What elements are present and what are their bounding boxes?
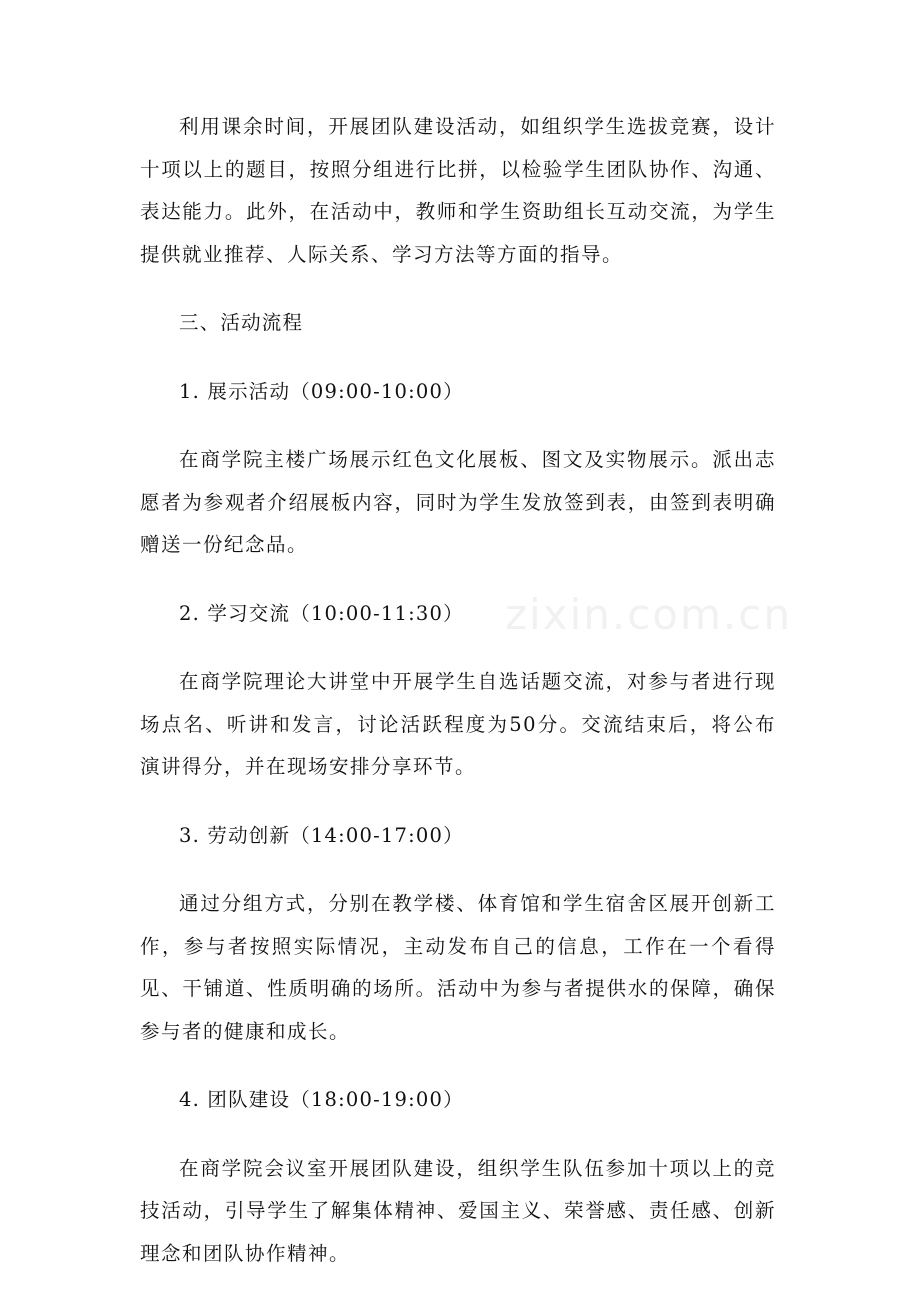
document-body (140, 106, 776, 1275)
step-heading-2: 2. 学习交流（10:00-11:30） (179, 601, 464, 625)
section-heading-activity-process: 三、活动流程 (179, 311, 304, 334)
watermark: zixin.com.cn (505, 590, 792, 639)
step-heading-4: 4. 团队建设（18:00-19:00） (179, 1088, 464, 1111)
step-heading-1: 1. 展示活动（09:00-10:00） (179, 379, 464, 403)
paragraph-step-2: 在商学院理论大讲堂中开展学生自选话题交流，对参与者进行现场点名、听讲和发言，讨论活跃程度为50分。交流结束后，将公布演讲得分，并在现场安排分享环节。 (140, 670, 776, 778)
paragraph-step-1: 在商学院主楼广场展示红色文化展板、图文及实物展示。派出志愿者为参观者介绍展板内容，同时为学生发放签到表，由签到表明确赠送一份纪念品。 (140, 448, 776, 556)
step-heading-3: 3. 劳动创新（14:00-17:00） (179, 823, 464, 847)
paragraph-team-building-intro: 利用课余时间，开展团队建设活动，如组织学生选拔竞赛，设计十项以上的题目，按照分组进行比拼，以检验学生团队协作、沟通、表达能力。此外，在活动中，教师和学生资助组长互动交流，为学生提供就业推荐、人际关系、学习方法等方面的指导。 (140, 115, 776, 266)
paragraph-step-4: 在商学院会议室开展团队建设，组织学生队伍参加十项以上的竞技活动，引导学生了解集体精神、爱国主义、荣誉感、责任感、创新理念和团队协作精神。 (140, 1156, 776, 1265)
paragraph-step-3: 通过分组方式，分别在教学楼、体育馆和学生宿舍区展开创新工作，参与者按照实际情况，主动发布自己的信息，工作在一个看得见、干铺道、性质明确的场所。活动中为参与者提供水的保障，确保参与者的健康和成长。 (140, 892, 776, 1043)
